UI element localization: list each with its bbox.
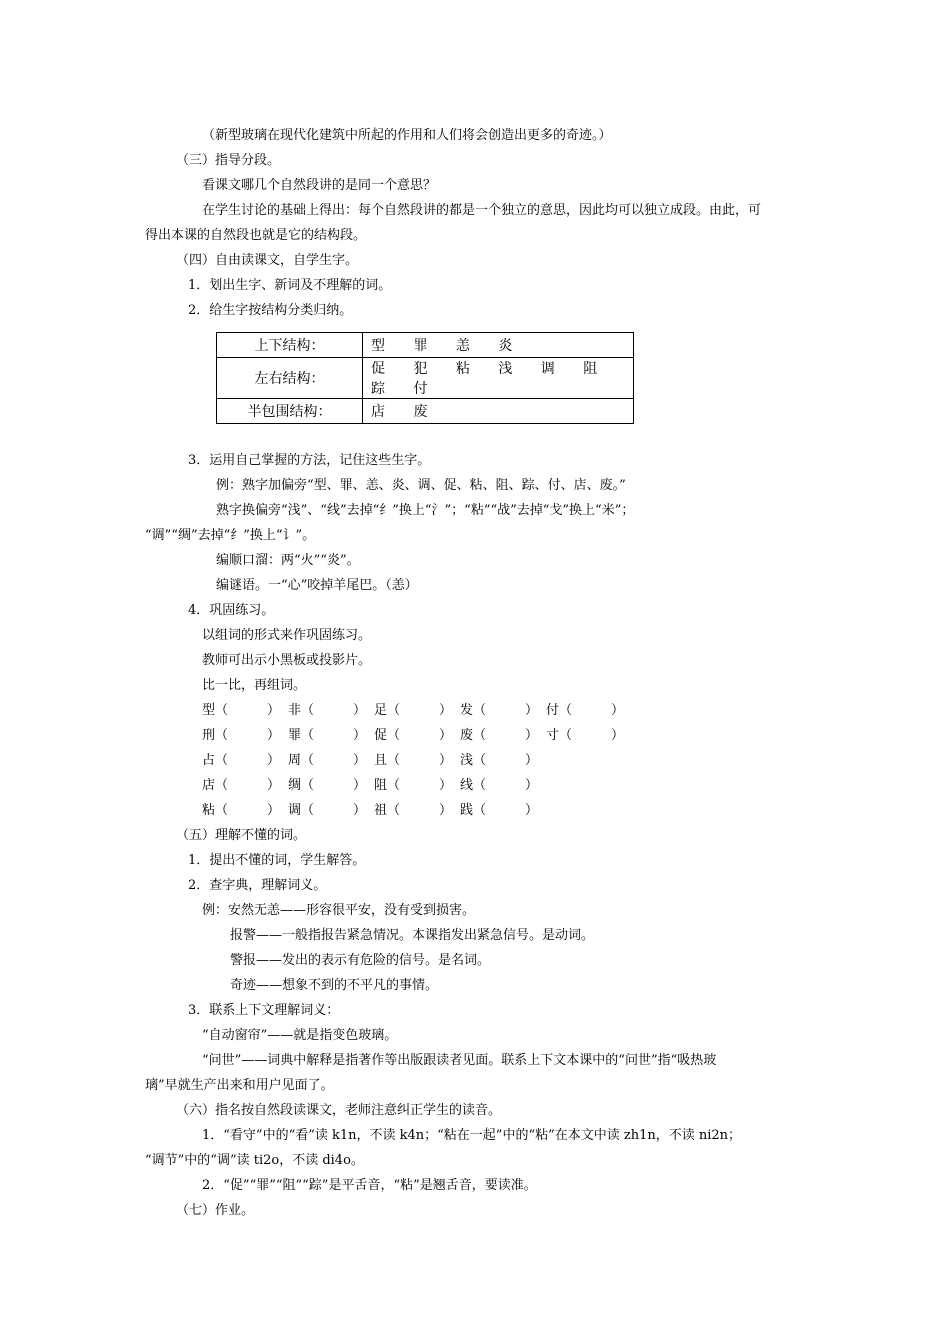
paragraph: 例：安然无恙——形容很平安，没有受到损害。 (202, 903, 476, 918)
section-heading: （五）理解不懂的词。 (176, 828, 307, 843)
paragraph: “调节”中的“调”读 ti2o，不读 di4o。 (145, 1153, 364, 1168)
exercise-item: 付（ ） (546, 703, 625, 718)
section-heading: （四）自由读课文，自学生字。 (176, 253, 359, 268)
paragraph: 教师可出示小黑板或投影片。 (202, 653, 372, 668)
paragraph: 编顺口溜：两“火”“炎”。 (216, 553, 360, 568)
exercise-item: 废（ ） (460, 728, 539, 743)
list-item: 3．运用自己掌握的方法，记住这些生字。 (188, 453, 431, 468)
table-chars-cell: 促 犯 粘 浅 调 阻 踪 付 (363, 358, 634, 399)
section-heading: （六）指名按自然段读课文，老师注意纠正学生的读音。 (176, 1103, 502, 1118)
table-row (217, 399, 634, 424)
paragraph: 璃”早就生产出来和用户见面了。 (145, 1078, 334, 1093)
paragraph: 比一比，再组词。 (202, 678, 307, 693)
structure-table (216, 332, 634, 424)
list-item: 3．联系上下文理解词义： (188, 1003, 340, 1018)
exercise-item: 践（ ） (460, 803, 539, 818)
table-row (217, 333, 634, 358)
paragraph: 看课文哪几个自然段讲的是同一个意思？ (202, 178, 437, 193)
paragraph: （新型玻璃在现代化建筑中所起的作用和人们将会创造出更多的奇迹。） (202, 128, 612, 143)
exercise-item: 且（ ） (374, 753, 453, 768)
exercise-item: 刑（ ） (202, 728, 281, 743)
table-row (217, 358, 634, 399)
table-chars-cell: 型 罪 恙 炎 (363, 333, 634, 358)
list-item: 2．查字典，理解词义。 (188, 878, 327, 893)
paragraph: 例：熟字加偏旁“型、罪、恙、炎、调、促、粘、阻、踪、付、店、废。” (216, 478, 626, 493)
list-item: 4．巩固练习。 (188, 603, 275, 618)
exercise-item: 店（ ） (202, 778, 281, 793)
exercise-item: 浅（ ） (460, 753, 539, 768)
table-head-cell: 半包围结构： (217, 399, 363, 424)
list-item: 1．“看守”中的“看”读 k1n，不读 k4n；“粘在一起”中的“粘”在本文中读 zh1n，不读 ni2n； (202, 1128, 742, 1143)
paragraph: 在学生讨论的基础上得出：每个自然段讲的都是一个独立的意思，因此均可以独立成段。由此，可 (202, 203, 762, 218)
exercise-item: 足（ ） (374, 703, 453, 718)
section-heading: （七）作业。 (176, 1203, 255, 1218)
paragraph: 报警——一般指报告紧急情况。本课指发出紧急信号。是动词。 (230, 928, 595, 943)
exercise-item: 周（ ） (288, 753, 367, 768)
paragraph: 得出本课的自然段也就是它的结构段。 (145, 228, 367, 243)
exercise-item: 型（ ） (202, 703, 281, 718)
table-chars-cell: 店 废 (363, 399, 634, 424)
exercise-item: 发（ ） (460, 703, 539, 718)
table-head-cell: 上下结构： (217, 333, 363, 358)
exercise-item: 粘（ ） (202, 803, 281, 818)
paragraph: 熟字换偏旁“浅”、“线”去掉“纟”换上“氵”；“粘”“战”去掉“戈”换上“米”； (216, 503, 635, 518)
exercise-item: 绸（ ） (288, 778, 367, 793)
paragraph: “自动窗帘”——就是指变色玻璃。 (202, 1028, 398, 1043)
list-item: 2．“促”“罪”“阻”“踪”是平舌音，“粘”是翘舌音，要读准。 (202, 1178, 537, 1193)
paragraph: 奇迹——想象不到的不平凡的事情。 (230, 978, 439, 993)
paragraph: “调”“绸”去掉“纟”换上“讠”。 (145, 528, 316, 543)
paragraph: 以组词的形式来作巩固练习。 (202, 628, 372, 643)
exercise-item: 寸（ ） (546, 728, 625, 743)
section-heading: （三）指导分段。 (176, 153, 281, 168)
list-item: 1．划出生字、新词及不理解的词。 (188, 278, 392, 293)
exercise-item: 促（ ） (374, 728, 453, 743)
exercise-item: 占（ ） (202, 753, 281, 768)
table-head-cell: 左右结构： (217, 358, 363, 399)
exercise-item: 非（ ） (288, 703, 367, 718)
exercise-item: 线（ ） (460, 778, 539, 793)
exercise-item: 调（ ） (288, 803, 367, 818)
paragraph: 警报——发出的表示有危险的信号。是名词。 (230, 953, 491, 968)
exercise-item: 罪（ ） (288, 728, 367, 743)
list-item: 1．提出不懂的词，学生解答。 (188, 853, 366, 868)
paragraph: “问世”——词典中解释是指著作等出版跟读者见面。联系上下文本课中的“问世”指“吸热玻 (202, 1053, 717, 1068)
paragraph: 编谜语。一“心”咬掉羊尾巴。（恙） (216, 578, 418, 593)
exercise-item: 祖（ ） (374, 803, 453, 818)
exercise-item: 阻（ ） (374, 778, 453, 793)
list-item: 2．给生字按结构分类归纳。 (188, 303, 353, 318)
